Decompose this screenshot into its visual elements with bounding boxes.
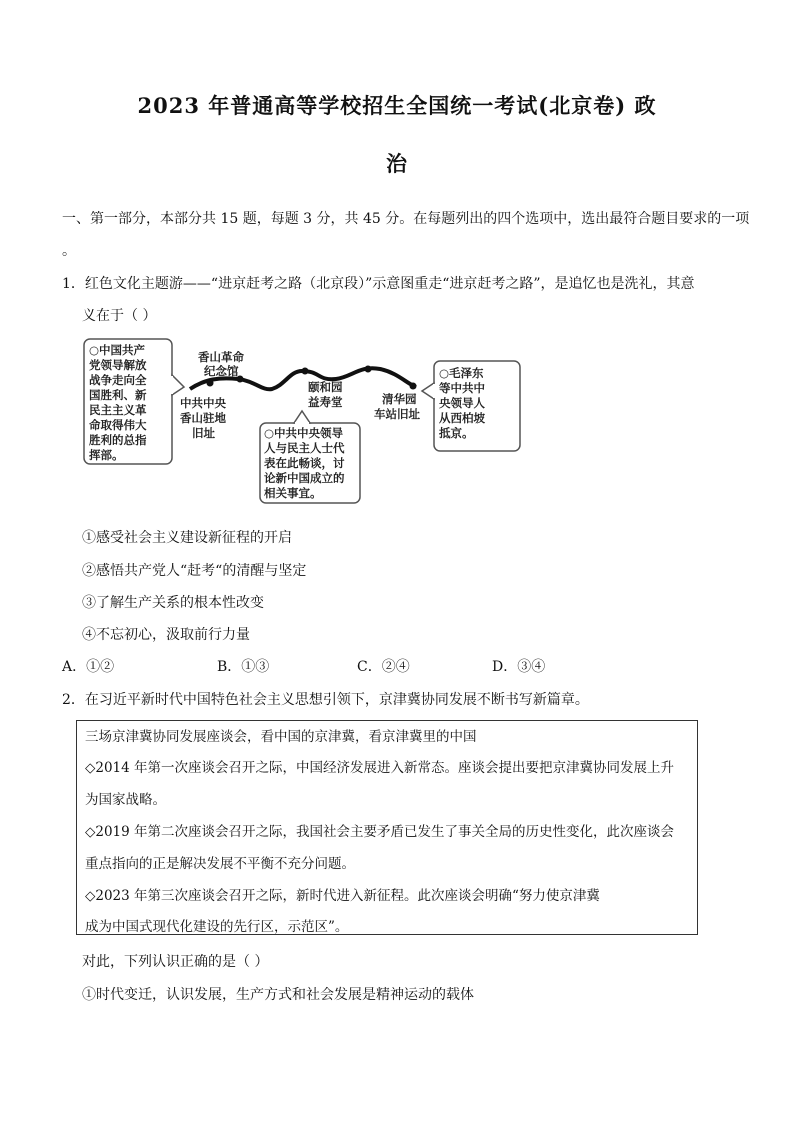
q2-box-line: ◇2014 年第一次座谈会召开之际，中国经济发展进入新常态。座谈会提出要把京津冀协同发展上升	[85, 760, 675, 776]
q2-box-line: 三场京津冀协同发展座谈会，看中国的京津冀，看京津冀里的中国	[85, 729, 477, 745]
q1-item-2: ②感悟共产党人“赶考“的清醒与坚定	[82, 563, 307, 579]
exam-title-line2: 治	[386, 151, 408, 176]
q2-ask: 对此，下列认识正确的是（ ）	[82, 954, 269, 970]
section-intro-line2: 。	[62, 243, 76, 259]
q2-item-1: ①时代变迁，认识发展，生产方式和社会发展是精神运动的载体	[82, 987, 474, 1003]
q1-option-c: C．②④	[357, 659, 410, 675]
q2-box-line: 成为中国式现代化建设的先行区，示范区”。	[85, 919, 349, 935]
q1-stem-line1: 1．红色文化主题游——“进京赶考之路（北京段）”示意图重走“进京赶考之路”，是追忆也是洗礼，其意	[62, 276, 695, 292]
q1-route-figure	[80, 335, 485, 510]
q1-option-d: D．③④	[492, 659, 546, 675]
callout-text-right: ○毛泽东 等中共中 央领导人 从西柏坡 抵京。	[439, 366, 485, 440]
q2-box-line: 为国家战略。	[85, 792, 166, 808]
label-qinghuayuan: 清华园 车站旧址	[374, 392, 420, 421]
q1-stem-line2: 义在于（ ）	[82, 308, 157, 324]
callout-text-bottom: ○中共中央领导 人与民主人士代 表在此畅谈，讨 论新中国成立的 相关事宜。	[264, 426, 345, 500]
q1-item-4: ④不忘初心，汲取前行力量	[82, 627, 250, 643]
q1-option-b: B．①③	[217, 659, 270, 675]
q1-option-a: A．①②	[62, 659, 115, 675]
label-xiangshan-site: 中共中央 香山驻地 旧址	[180, 396, 226, 440]
q2-box-line: 重点指向的正是解决发展不平衡不充分问题。	[85, 856, 355, 872]
q2-stem: 2．在习近平新时代中国特色社会主义思想引领下，京津冀协同发展不断书写新篇章。	[62, 692, 589, 708]
label-xiangshan-memorial: 香山革命 纪念馆	[198, 350, 244, 378]
q1-item-1: ①感受社会主义建设新征程的开启	[82, 530, 292, 546]
q2-box-line: ◇2019 年第二次座谈会召开之际，我国社会主要矛盾已发生了事关全局的历史性变化，此次座谈会	[85, 824, 675, 840]
exam-title-line1: 2023 年普通高等学校招生全国统一考试(北京卷) 政	[137, 93, 657, 118]
label-yiheyuan: 颐和园 益寿堂	[308, 380, 343, 409]
callout-text-left: ○中国共产 党领导解放 战争走向全 国胜利、新 民主主义革 命取得伟大 胜利的总指 挥部。	[89, 343, 147, 462]
section-intro-line1: 一、第一部分，本部分共 15 题，每题 3 分，共 45 分。在每题列出的四个选项中，选出最符合题目要求的一项	[62, 211, 750, 227]
q1-item-3: ③了解生产关系的根本性改变	[82, 595, 264, 611]
q2-material-box	[76, 720, 698, 935]
q2-box-line: ◇2023 年第三次座谈会召开之际，新时代进入新征程。此次座谈会明确“努力使京津冀	[85, 888, 600, 904]
